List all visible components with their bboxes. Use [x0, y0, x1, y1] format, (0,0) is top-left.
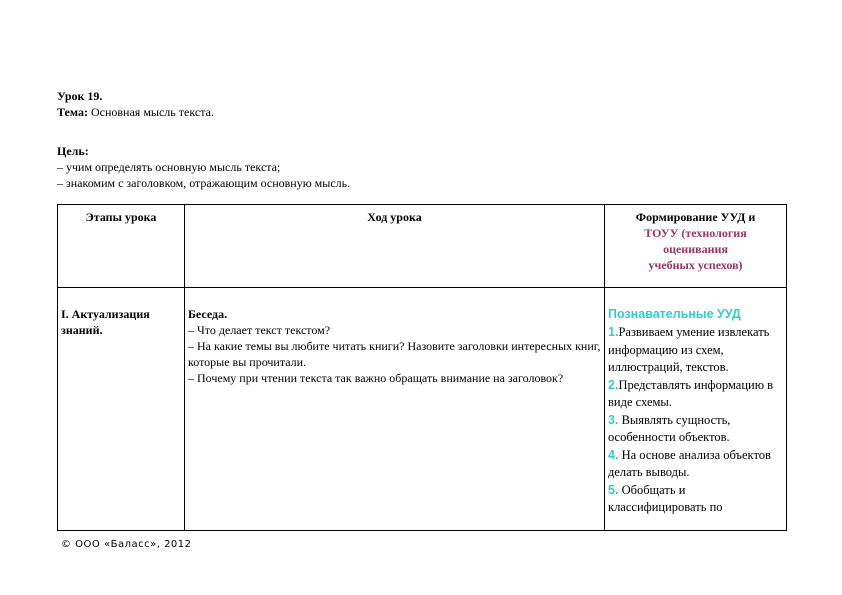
- table-row: [58, 288, 787, 531]
- uud-item-text: Выявлять сущность, особенности объектов.: [608, 412, 731, 444]
- header-uud-line-1: Формирование УУД и: [635, 210, 756, 224]
- course-line-3: – Почему при чтении текста так важно обращать внимание на заголовок?: [188, 371, 564, 385]
- uud-item-text: Обобщать и классифицировать по: [608, 482, 723, 514]
- goal-line-2: – знакомим с заголовком, отражающим основную мысль.: [57, 176, 351, 190]
- course-cell: [185, 288, 605, 531]
- uud-item-number: 3.: [608, 412, 619, 427]
- uud-item-text: На основе анализа объектов делать выводы.: [608, 447, 771, 479]
- course-title: Беседа.: [188, 307, 228, 321]
- header-uud-line-3: оценивания: [663, 242, 728, 256]
- topic-value: Основная мысль текста.: [90, 105, 214, 119]
- uud-item-2: [608, 377, 783, 412]
- goal-label: Цель:: [57, 144, 89, 158]
- uud-cell: [605, 288, 787, 531]
- goal-line-1: – учим определять основную мысль текста;: [57, 160, 281, 174]
- header-stages: Этапы урока: [58, 205, 185, 288]
- uud-item-3: [608, 412, 783, 447]
- lesson-number: Урок 19.: [57, 89, 103, 103]
- uud-list: [608, 324, 783, 517]
- uud-item-4: [608, 447, 783, 482]
- header-uud: [605, 205, 787, 288]
- uud-item-1: [608, 324, 783, 377]
- uud-item-number: 5.: [608, 482, 619, 497]
- header-uud-line-4: учебных успехов): [648, 258, 743, 272]
- copyright-footer: © ООО «Баласс», 2012: [61, 539, 192, 550]
- header-uud-line-2: ТОУУ (технология: [644, 226, 747, 240]
- uud-item-number: 2.: [608, 377, 619, 392]
- uud-item-text: Представлять информацию в виде схемы.: [608, 377, 774, 409]
- uud-item-text: Развиваем умение извлекать информацию из схем, иллюстраций, текстов.: [608, 325, 770, 374]
- table-header-row: [58, 205, 787, 288]
- course-line-1: – Что делает текст текстом?: [188, 323, 331, 337]
- stage-cell: I. Актуализация знаний.: [58, 288, 185, 531]
- lesson-table: [57, 204, 787, 531]
- uud-title: Познавательные УУД: [608, 307, 741, 321]
- uud-item-number: 1.: [608, 325, 619, 339]
- uud-item-number: 4.: [608, 447, 619, 462]
- header-course: Ход урока: [185, 205, 605, 288]
- course-line-2: – На какие темы вы любите читать книги? Назовите заголовки интересных книг, которые вы прочитали.: [188, 339, 601, 369]
- topic-label: Тема:: [57, 105, 88, 119]
- uud-item-5: [608, 482, 783, 517]
- lesson-topic: [57, 105, 214, 120]
